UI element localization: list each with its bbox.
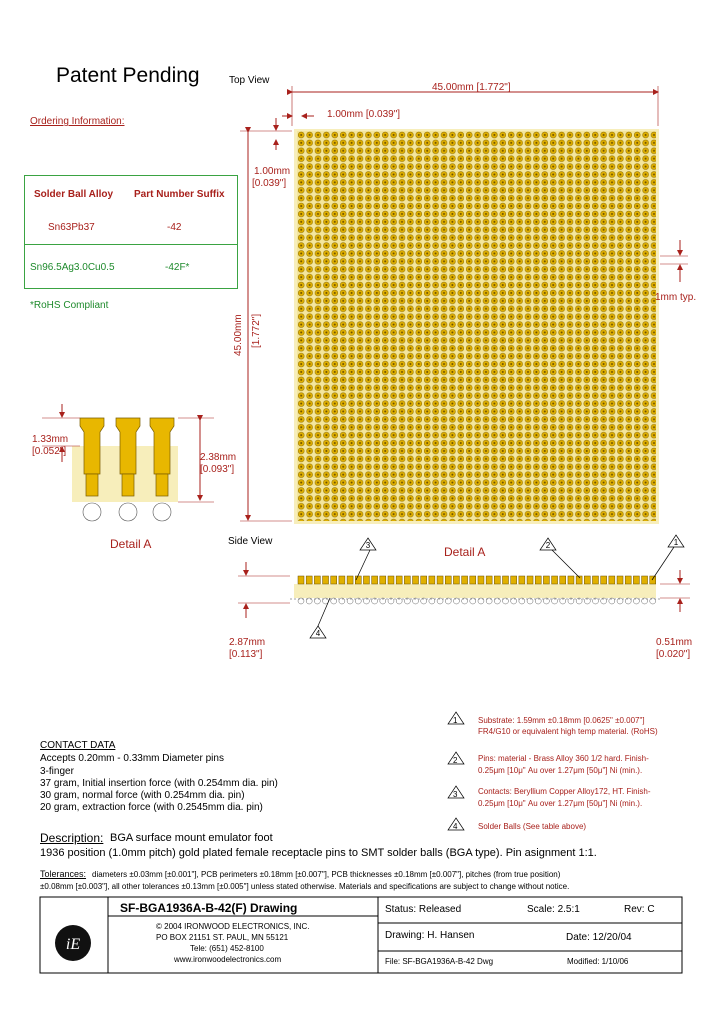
row2-alloy: Sn96.5Ag3.0Cu0.5 (30, 262, 115, 273)
note-1-line2: FR4/G10 or equivalent high temp material. (RoHS) (478, 727, 658, 736)
side-pin (331, 576, 337, 584)
dim-133b: [0.052"] (32, 446, 67, 457)
svg-text:1: 1 (673, 538, 679, 547)
tolerances-line2: ±0.08mm [±0.003"], all other tolerances ±0.13mm [±0.005"] unless stated otherwise. Materials and specifications are subject to change without notice. (40, 882, 570, 891)
detail-a-drawing (42, 404, 214, 521)
side-pin (298, 576, 304, 584)
side-pin (568, 576, 574, 584)
dim-pitch-v2: [0.039"] (252, 178, 287, 189)
contact-line-1: Accepts 0.20mm - 0.33mm Diameter pins (40, 753, 224, 764)
side-pin (642, 576, 648, 584)
side-pin (413, 576, 419, 584)
note-2-num: 2 (453, 756, 458, 765)
side-pin (511, 576, 517, 584)
dim-pitch-h: 1.00mm [0.039"] (327, 109, 401, 120)
side-pin (609, 576, 615, 584)
side-pin (519, 576, 525, 584)
dim-height1: 45.00mm (233, 314, 244, 356)
dim-287a: 2.87mm (229, 637, 266, 648)
contact-line-4: 30 gram, normal force (with 0.254mm dia. pin) (40, 790, 245, 801)
side-pin (650, 576, 656, 584)
dim-287b: [0.113"] (229, 649, 263, 660)
substrate-side (294, 584, 656, 598)
ball-grid-array (297, 131, 656, 521)
contact-heading: CONTACT DATA (40, 740, 116, 751)
dim-typ: 1mm typ. (655, 292, 697, 303)
side-pin (478, 576, 484, 584)
row1-alloy: Sn63Pb37 (48, 222, 95, 233)
ordering-heading: Ordering Information: (30, 116, 125, 127)
side-pin (363, 576, 369, 584)
side-pin (560, 576, 566, 584)
note-1-line1: Substrate: 1.59mm ±0.18mm [0.0625" ±0.007"] (478, 716, 645, 725)
contact-line-5: 20 gram, extraction force (with 0.2545mm dia. pin) (40, 802, 263, 813)
svg-text:3: 3 (365, 541, 371, 550)
side-view-label: Side View (228, 536, 273, 547)
side-pin (527, 576, 533, 584)
drawing-title: SF-BGA1936A-B-42(F) Drawing (120, 901, 298, 915)
side-pin (404, 576, 410, 584)
tolerances-line1: diameters ±0.03mm [±0.001"], PCB perimeters ±0.18mm [±0.007"], PCB thicknesses ±0.18mm [±0.007"], pitches (from true position) (92, 870, 561, 879)
side-pin (543, 576, 549, 584)
col-alloy-header: Solder Ball Alloy (34, 189, 114, 200)
side-pin (494, 576, 500, 584)
side-pin (380, 576, 386, 584)
side-pin (323, 576, 329, 584)
side-pin (339, 576, 345, 584)
side-pin (421, 576, 427, 584)
address: PO BOX 21151 ST. PAUL, MN 55121 (156, 933, 289, 942)
rev: Rev: C (624, 904, 655, 915)
dim-238a: 2.38mm (200, 452, 237, 463)
telephone: Tele: (651) 452-8100 (190, 944, 264, 953)
side-pin (314, 576, 320, 584)
dim-051b: [0.020"] (656, 649, 691, 660)
dim-width: 45.00mm [1.772"] (432, 82, 511, 93)
rohs-note: *RoHS Compliant (30, 300, 109, 311)
side-pin (617, 576, 623, 584)
detail-a-callout: Detail A (444, 545, 486, 559)
drawing-by: Drawing: H. Hansen (385, 930, 475, 941)
side-pin (388, 576, 394, 584)
side-pin (470, 576, 476, 584)
copyright: © 2004 IRONWOOD ELECTRONICS, INC. (156, 922, 310, 931)
side-pin (429, 576, 435, 584)
side-pin (486, 576, 492, 584)
svg-text:2: 2 (545, 541, 551, 550)
note-3-line1: Contacts: Beryllium Copper Alloy172, HT. Finish- (478, 787, 651, 796)
side-pin (625, 576, 631, 584)
side-pin (372, 576, 378, 584)
dim-133a: 1.33mm (32, 434, 69, 445)
status: Status: Released (385, 904, 462, 915)
col-suffix-header: Part Number Suffix (134, 189, 225, 200)
contact-line-3: 37 gram, Initial insertion force (with 0.254mm dia. pin) (40, 778, 278, 789)
description-label: Description: (40, 831, 104, 845)
svg-text:4: 4 (315, 629, 321, 638)
tolerances-label: Tolerances: (40, 869, 87, 879)
side-pin (592, 576, 598, 584)
modified-date: Modified: 1/10/06 (567, 957, 629, 966)
website: www.ironwoodelectronics.com (174, 955, 282, 964)
page-title: Patent Pending (56, 64, 200, 87)
note-4-num: 4 (453, 822, 458, 831)
note-1-num: 1 (453, 716, 458, 725)
note-3-line2: 0.25μm [10μ" Au over 1.27μm [50μ"] Ni (min.). (478, 799, 643, 808)
side-pin (306, 576, 312, 584)
dim-238b: [0.093"] (200, 464, 235, 475)
dim-height2: [1.772"] (251, 313, 262, 348)
dim-pitch-v1: 1.00mm (254, 166, 291, 177)
side-pin (633, 576, 639, 584)
side-pin (437, 576, 443, 584)
side-pin (445, 576, 451, 584)
file-name: File: SF-BGA1936A-B-42 Dwg (385, 957, 494, 966)
side-pin (535, 576, 541, 584)
detail-a-label: Detail A (110, 537, 152, 551)
side-pin (462, 576, 468, 584)
contact-line-2: 3-finger (40, 766, 74, 777)
note-2-line2: 0.25μm [10μ" Au over 1.27μm [50μ"] Ni (min.). (478, 766, 643, 775)
note-2-line1: Pins: material - Brass Alloy 360 1/2 hard. Finish- (478, 754, 649, 763)
date: Date: 12/20/04 (566, 932, 632, 943)
scale: Scale: 2.5:1 (527, 904, 580, 915)
dim-051a: 0.51mm (656, 637, 693, 648)
row1-suffix: -42 (167, 222, 182, 233)
side-pin (584, 576, 590, 584)
description-line1: BGA surface mount emulator foot (110, 832, 273, 844)
top-view-label: Top View (229, 75, 270, 86)
side-pin (503, 576, 509, 584)
side-pin (552, 576, 558, 584)
side-pin (601, 576, 607, 584)
row2-suffix: -42F* (165, 262, 190, 273)
note-4-line1: Solder Balls (See table above) (478, 822, 587, 831)
side-pin (453, 576, 459, 584)
note-3-num: 3 (453, 790, 458, 799)
svg-text:iE: iE (65, 936, 81, 953)
side-pin (396, 576, 402, 584)
description-line2: 1936 position (1.0mm pitch) gold plated female receptacle pins to SMT solder balls (BGA type). Pin asignment 1:1. (40, 847, 597, 859)
side-pin (347, 576, 353, 584)
